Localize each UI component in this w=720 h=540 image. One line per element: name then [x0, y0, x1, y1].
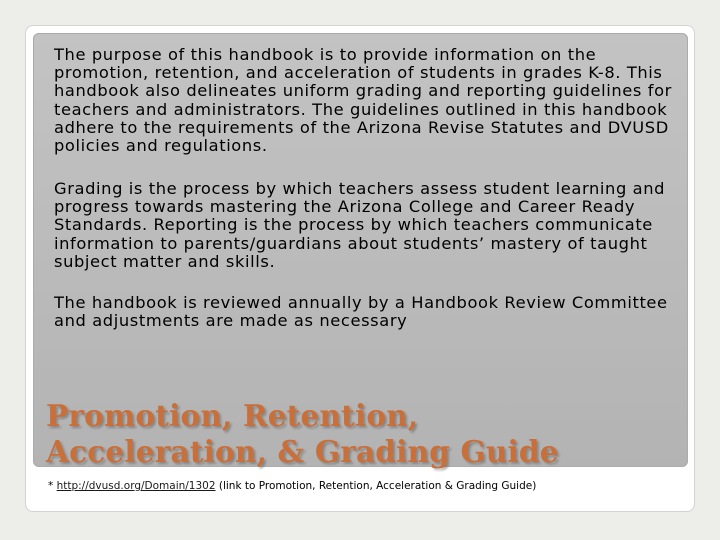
review-paragraph: The handbook is reviewed annually by a Handbook Review Committee and adjustments are made as necessary	[54, 293, 668, 331]
footnote-suffix: (link to Promotion, Retention, Acceleration & Grading Guide)	[215, 480, 537, 492]
grading-paragraph: Grading is the process by which teachers assess student learning and progress towards mastering the Arizona College and Career Ready Standards. Reporting is the process by which teachers communicate information to parents/guardians about students’ mastery of taught subject matter and skills.	[54, 179, 666, 271]
slide-title	[46, 398, 559, 470]
guide-link[interactable]: http://dvusd.org/Domain/1302	[56, 480, 216, 492]
footnote	[48, 479, 536, 493]
footnote-marker: *	[48, 480, 57, 492]
title-line-1: Promotion, Retention,	[46, 398, 419, 433]
purpose-paragraph: The purpose of this handbook is to provide information on the promotion, retention, and acceleration of students in grades K-8. This handbook also delineates uniform grading and reporting guidelines for teachers and administrators. The guidelines outlined in this handbook adhere to the requirements of the Arizona Revise Statutes and DVUSD policies and regulations.	[54, 45, 672, 156]
title-line-2: Acceleration, & Grading Guide	[46, 434, 559, 469]
